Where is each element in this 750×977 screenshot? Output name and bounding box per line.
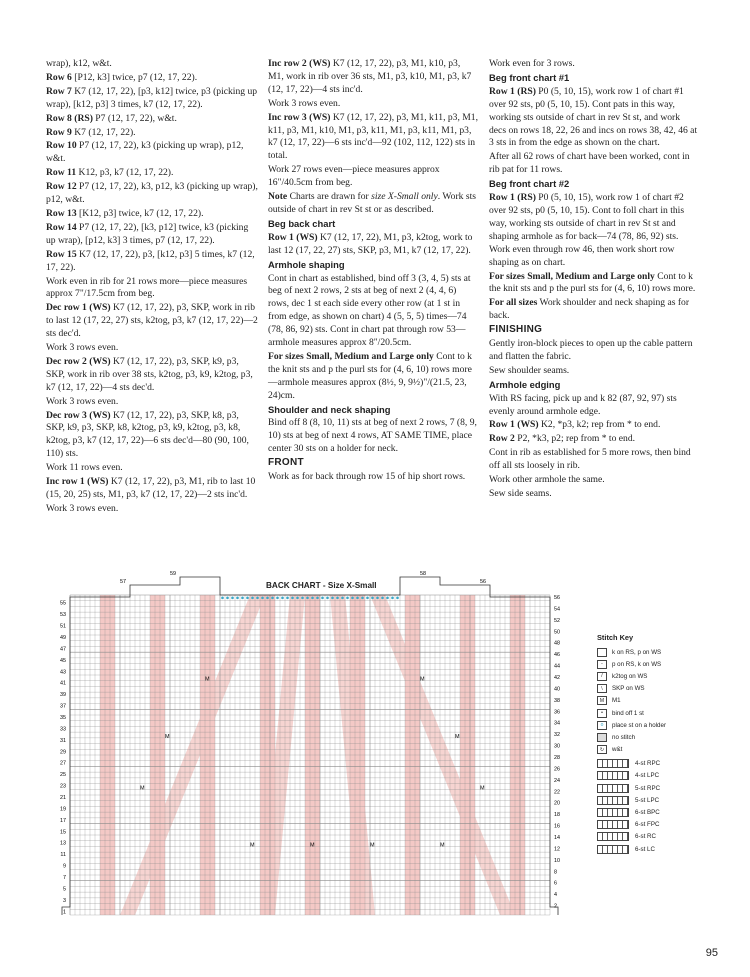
paragraph [489, 433, 699, 446]
cable-key-label: 5-st RPC [635, 784, 661, 792]
stitch-key-item [597, 695, 707, 707]
row-number-label: 7 [63, 875, 66, 881]
paragraph [46, 302, 258, 341]
paragraph-text: Charts are drawn for [287, 191, 372, 203]
chart-title: BACK CHART - Size X-Small [266, 581, 377, 590]
holder-dot [321, 597, 324, 600]
m1-marker: M [480, 785, 485, 792]
paragraph-text: Work 3 rows even. [46, 342, 119, 354]
row-number-label: 54 [554, 606, 560, 613]
column-2 [268, 58, 478, 485]
paragraph [268, 273, 478, 350]
cable-key-item [597, 758, 707, 770]
paragraph-text: Work shoulder and neck shaping as for back. [489, 297, 690, 322]
top-row-label: 58 [420, 571, 426, 577]
cable-symbol-icon [597, 771, 629, 780]
row-label: Inc row 2 (WS) [268, 58, 331, 69]
holder-dot [381, 597, 384, 600]
paragraph-text: Work 3 rows even. [46, 502, 119, 514]
row-number-label: 20 [554, 800, 560, 807]
paragraph [46, 276, 258, 302]
row-number-label: 52 [554, 617, 560, 624]
row-number-label: 14 [554, 835, 560, 841]
paragraph-text: Work 11 rows even. [46, 462, 123, 474]
row-label: Row 6 [46, 71, 72, 83]
stitch-key-item [597, 670, 707, 682]
holder-dot [261, 597, 264, 600]
section-heading: Armhole edging [489, 378, 561, 390]
m1-marker: M [370, 842, 375, 849]
row-number-label: 19 [60, 806, 66, 813]
holder-dot [386, 597, 389, 600]
row-number-label: 35 [60, 715, 66, 721]
paragraph-text: P7 (12, 17, 22), [k3, p12] twice, k3 (picking up wrap), [p12, k3] 3 times, p7 (12, 17, 22). [46, 221, 249, 246]
row-number-label: 29 [60, 749, 66, 756]
cable-symbol-icon [597, 832, 629, 841]
row-number-label: 18 [554, 812, 560, 819]
paragraph [46, 127, 258, 140]
row-number-label: 24 [554, 777, 560, 784]
stitch-key-label: place st on a holder [612, 721, 667, 729]
cable-symbol-icon [597, 759, 629, 768]
paragraph-text: K2, *p3, k2; rep from * to end. [538, 419, 661, 431]
row-label: Row 14 [46, 221, 77, 233]
row-number-label: 5 [63, 886, 66, 893]
row-label: Dec row 1 (WS) [46, 302, 111, 314]
stitch-key-item [597, 658, 707, 670]
row-label: Row 8 (RS) [46, 112, 93, 124]
row-number-label: 47 [60, 646, 66, 653]
cable-key-item [597, 819, 707, 831]
holder-dot [286, 597, 289, 600]
row-label: Row 7 [46, 85, 72, 97]
paragraph-text: K12, p3, k7 (12, 17, 22). [76, 167, 174, 179]
section-heading: Beg back chart [268, 217, 336, 229]
holder-dot [296, 597, 299, 600]
paragraph [46, 462, 258, 475]
m1-marker: M [140, 785, 145, 792]
paragraph-text: Work even for 3 rows. [489, 58, 575, 69]
paragraph [46, 208, 258, 221]
paragraph [489, 151, 699, 177]
top-row-label: 56 [480, 579, 486, 585]
stitch-symbol-icon: • [597, 709, 607, 718]
row-label: Row 1 (RS) [489, 85, 536, 97]
row-label: Dec row 3 (WS) [46, 409, 111, 421]
paragraph [46, 181, 258, 207]
paragraph-text: Work 3 rows even. [46, 395, 119, 407]
row-number-label: 45 [60, 657, 66, 664]
row-label: Row 1 (WS) [268, 231, 318, 243]
paragraph [489, 58, 699, 71]
paragraph-text: Bind off 8 (8, 10, 11) sts at beg of next 2 rows, 7 (8, 9, 10) sts at beg of next 4 rows, AT SAME TIME, place center 30 sts on a holder for neck. [268, 417, 477, 455]
paragraph [489, 474, 699, 487]
row-label: Row 10 [46, 140, 77, 152]
paragraph-text: After all 62 rows of chart have been worked, cont in rib pat for 11 rows. [489, 151, 690, 176]
row-label: Row 13 [46, 207, 77, 219]
cable-key-item [597, 770, 707, 782]
paragraph [46, 72, 258, 85]
row-number-label: 9 [63, 863, 66, 870]
paragraph-text: Gently iron-block pieces to open up the cable pattern and flatten the fabric. [489, 338, 693, 362]
cable-key-item [597, 806, 707, 818]
stitch-symbol-icon: M [597, 696, 607, 705]
cable-key-label: 4-st LPC [635, 772, 660, 780]
row-label: For all sizes [489, 297, 538, 309]
paragraph-text: Work as for back through row 15 of hip short rows. [268, 471, 466, 483]
stitch-key-item [597, 683, 707, 695]
paragraph [268, 112, 478, 164]
row-number-label: 15 [60, 829, 66, 836]
stitch-symbol-icon [597, 648, 607, 657]
paragraph-text: Cont in rib as established for 5 more rows, then bind off all sts loosely in rib. [489, 447, 691, 472]
row-number-label: 6 [554, 880, 557, 887]
top-row-label: 57 [120, 579, 126, 585]
holder-dot [291, 597, 294, 600]
paragraph-text: Cont to k the knit sts and p the purl sts for (4, 6, 10) rows more—armhole measures approx (8½, 9, 9½)"/(21.5, 23, 24)cm. [268, 350, 472, 401]
paragraph [268, 351, 478, 403]
row-label: Inc row 1 (WS) [46, 476, 109, 488]
stitch-key [597, 633, 707, 855]
row-number-label: 28 [554, 755, 560, 761]
cable-key-label: 6-st LC [635, 845, 655, 853]
holder-dot [346, 597, 349, 600]
paragraph [268, 191, 478, 217]
paragraph-text: K7 (12, 17, 22), p3, SKP, work in rib to last 12 (17, 22, 27) sts, k2tog, p3, k7 (12, 17, 22)—2 sts dec'd. [46, 302, 258, 340]
paragraph-text: K7 (12, 17, 22), p3, M1, k10, p3, M1, work in rib over 36 sts, M1, p3, k10, M1, p3, k7 (12, 17, 22)—4 sts inc'd. [268, 58, 472, 95]
row-number-label: 26 [554, 766, 560, 773]
cable-symbol-icon [597, 820, 629, 829]
row-number-label: 32 [554, 732, 560, 739]
m1-marker: M [250, 842, 255, 849]
holder-dot [341, 597, 344, 600]
m1-marker: M [310, 842, 315, 849]
paragraph [268, 232, 478, 258]
paragraph [46, 58, 258, 71]
paragraph [268, 58, 478, 97]
row-number-label: 3 [63, 897, 66, 904]
paragraph [489, 86, 699, 151]
holder-dot [266, 597, 269, 600]
row-label: Note [268, 191, 288, 203]
m1-marker: M [420, 676, 425, 683]
row-number-label: 16 [554, 823, 560, 830]
holder-dot [371, 597, 374, 600]
page-number: 95 [705, 947, 718, 959]
cable-key-label: 5-st LPC [635, 796, 660, 804]
paragraph [489, 447, 699, 473]
holder-dot [256, 597, 259, 600]
stitch-symbol-icon: \ [597, 684, 607, 693]
column-3 [489, 58, 699, 502]
paragraph [46, 222, 258, 248]
stitch-key-label: SKP on WS [612, 685, 645, 693]
section-heading: Armhole shaping [268, 258, 345, 270]
paragraph-text: Work 27 rows even—piece measures approx 16"/40.5cm from beg. [268, 164, 440, 189]
holder-dot [391, 597, 394, 600]
row-label: For sizes Small, Medium and Large only [268, 350, 434, 362]
holder-dot [271, 597, 274, 600]
row-number-label: 17 [60, 817, 66, 824]
holder-dot [276, 597, 279, 600]
holder-dot [336, 597, 339, 600]
paragraph-text: Sew shoulder seams. [489, 364, 570, 376]
row-number-label: 8 [554, 869, 557, 876]
paragraph [489, 192, 699, 269]
paragraph-text: Sew side seams. [489, 488, 552, 499]
row-number-label: 1 [63, 909, 66, 916]
row-label: Row 1 (RS) [489, 192, 536, 204]
paragraph-text: K7 (12, 17, 22), M1, p3, k2tog, work to last 12 (17, 22, 27) sts, SKP, p3, M1, k7 (12, 17, 22). [268, 231, 473, 256]
cable-key-label: 6-st FPC [635, 821, 660, 829]
row-number-label: 4 [554, 892, 557, 899]
paragraph-text: P7 (12, 17, 22), k3 (picking up wrap), p12, w&t. [46, 140, 244, 165]
m1-marker: M [440, 842, 445, 849]
paragraph-text: P2, *k3, p2; rep from * to end. [514, 433, 636, 445]
row-label: Row 12 [46, 181, 77, 193]
row-number-label: 55 [60, 600, 66, 607]
stitch-key-item [597, 731, 707, 743]
cable-symbol-icon [597, 784, 629, 793]
cable-key-item [597, 794, 707, 806]
holder-dot [221, 597, 224, 600]
cable-symbol-icon [597, 796, 629, 805]
paragraph [489, 488, 699, 501]
row-number-label: 49 [60, 635, 66, 641]
paragraph [46, 249, 258, 275]
row-number-label: 22 [554, 789, 560, 796]
holder-dot [356, 597, 359, 600]
holder-dot [316, 597, 319, 600]
row-label: Dec row 2 (WS) [46, 355, 111, 367]
row-number-label: 23 [60, 783, 66, 790]
paragraph [46, 167, 258, 180]
holder-dot [226, 597, 229, 600]
row-number-label: 46 [554, 652, 560, 659]
row-number-label: 12 [554, 846, 560, 853]
stitch-symbol-icon: o [597, 721, 607, 730]
row-number-label: 11 [60, 852, 66, 859]
paragraph [46, 410, 258, 462]
holder-dot [396, 597, 399, 600]
paragraph-text: Work even in rib for 21 rows more—piece measures approx 7"/17.5cm from beg. [46, 275, 248, 300]
column-1 [46, 58, 258, 517]
stitch-key-label: bind off 1 st [612, 709, 644, 717]
row-number-label: 36 [554, 709, 560, 716]
paragraph-text: P0 (5, 10, 15), work row 1 of chart #2 over 92 sts, p0 (5, 10, 15). Cont to foll chart in this way, working sts outside of chart in rev St st and shaping armhole as for back—74 (78, 86, 92) sts. Work even through row 46, then work short row shaping as on chart. [489, 192, 685, 268]
paragraph [46, 140, 258, 166]
section-heading: FRONT [268, 457, 304, 469]
stitch-key-label: no stitch [612, 733, 636, 741]
holder-dot [251, 597, 254, 600]
cable-key-item [597, 782, 707, 794]
row-number-label: 48 [554, 640, 560, 647]
row-number-label: 53 [60, 612, 66, 619]
row-number-label: 56 [554, 595, 560, 601]
section-heading: Beg front chart #2 [489, 178, 570, 190]
holder-dot [246, 597, 249, 600]
paragraph [489, 271, 699, 297]
paragraph [46, 396, 258, 409]
paragraph [46, 342, 258, 355]
paragraph-text: K7 (12, 17, 22), p3, [k12, p3] 5 times, k7 (12, 17, 22). [46, 248, 255, 273]
stitch-key-title: Stitch Key [597, 633, 634, 642]
cable-key-label: 6-st BPC [635, 809, 660, 817]
paragraph-text: K7 (12, 17, 22), p3, M1, k11, p3, M1, k11, p3, M1, k10, M1, p3, k11, M1, p3, k11, M1, p3, k7 (12, 17, 22)—6 sts inc'd—92 (102, 112, 122) sts in total. [268, 111, 478, 162]
row-number-label: 25 [60, 772, 66, 779]
row-number-label: 37 [60, 703, 66, 710]
stitch-symbol-icon: - [597, 660, 607, 669]
row-label: Row 11 [46, 167, 77, 179]
paragraph-text: wrap), k12, w&t. [46, 58, 112, 69]
holder-dot [306, 597, 309, 600]
m1-marker: M [165, 733, 170, 740]
row-label: Row 1 (WS) [489, 419, 539, 431]
holder-dot [236, 597, 239, 600]
paragraph [46, 356, 258, 395]
stitch-symbol-icon: ↻ [597, 745, 607, 754]
row-number-label: 41 [60, 680, 66, 687]
stitch-symbol-icon [597, 733, 607, 742]
section-heading: Beg front chart #1 [489, 71, 570, 83]
cable-key-label: 6-st RC [635, 833, 656, 841]
paragraph-text: [P12, k3] twice, p7 (12, 17, 22). [71, 71, 198, 83]
row-number-label: 30 [554, 743, 560, 750]
paragraph-text: K7 (12, 17, 22), p3, SKP, k8, p3, SKP, k9, p3, SKP, k8, k2tog, p3, k9, k2tog, p3, k8, k2tog, p3, k7 (12, 17, 22)—6 sts dec'd—80 (90, 100, 110) sts. [46, 409, 249, 460]
row-number-label: 50 [554, 629, 560, 636]
paragraph [489, 338, 699, 364]
stitch-key-item [597, 707, 707, 719]
paragraph [489, 393, 699, 419]
holder-dot [351, 597, 354, 600]
cable-symbol-icon [597, 808, 629, 817]
paragraph [46, 113, 258, 126]
row-number-label: 33 [60, 726, 66, 733]
row-number-label: 34 [554, 720, 560, 727]
paragraph-text: Work other armhole the same. [489, 474, 605, 486]
row-label: For sizes Small, Medium and Large only [489, 270, 655, 282]
row-label: Row 9 [46, 126, 72, 138]
paragraph [268, 417, 478, 456]
holder-dot [231, 597, 234, 600]
row-number-label: 2 [554, 903, 557, 910]
section-heading: FINISHING [489, 324, 543, 336]
cable-key-item [597, 843, 707, 855]
paragraph-text: P0 (5, 10, 15), work row 1 of chart #1 over 92 sts, p0 (5, 10, 15). Cont pats in this way, working sts outside of chart in rev St st, and work decs on rows 18, 22, 26 and incs on rows 38, 42, 46 at 3 sts in from the edge as shown on the chart. [489, 85, 698, 149]
stitch-key-label: p on RS, k on WS [612, 660, 662, 668]
stitch-key-label: w&t [612, 746, 623, 754]
paragraph [46, 476, 258, 502]
paragraph [268, 471, 478, 484]
paragraph [489, 297, 699, 323]
row-number-label: 43 [60, 669, 66, 676]
m1-marker: M [455, 733, 460, 740]
paragraph [46, 503, 258, 516]
row-number-label: 40 [554, 686, 560, 693]
paragraph-text: K7 (12, 17, 22), p3, M1, rib to last 10 (15, 20, 25) sts, M1, p3, k7 (12, 17, 22)—2 sts inc'd. [46, 476, 256, 500]
paragraph [489, 365, 699, 378]
section-heading: Shoulder and neck shaping [268, 403, 391, 415]
holder-dot [326, 597, 329, 600]
cable-symbol-icon [597, 845, 629, 854]
row-number-label: 51 [60, 623, 66, 630]
paragraph-text: Cont in chart as established, bind off 3 (3, 4, 5) sts at beg of next 2 rows, 2 sts at beg of next 2 (4, 4, 6) rows, dec 1 st each side every other row (at 1 st in from edge, as shown on chart) 4 (5, 5, 5) times—74 (78, 86, 92) sts. Cont in chart pat through row 53—armhole measures approx 8"/20.5cm. [268, 272, 471, 349]
holder-dot [281, 597, 284, 600]
row-number-label: 44 [554, 663, 560, 670]
italic-text: size X-Small only [371, 191, 438, 203]
stitch-key-label: M1 [612, 697, 621, 705]
paragraph-text: K7 (12, 17, 22), [p3, k12] twice, p3 (picking up wrap), [k12, p3] 3 times, k7 (12, 17, 22). [46, 85, 258, 110]
row-number-label: 21 [60, 795, 66, 801]
paragraph-text: P7 (12, 17, 22), k3, p12, k3 (picking up wrap), p12, w&t. [46, 181, 258, 206]
paragraph [268, 98, 478, 111]
holder-dot [311, 597, 314, 600]
paragraph-text: . Work sts outside of chart in rev St st or as described. [268, 191, 476, 215]
row-number-label: 31 [60, 737, 66, 744]
paragraph-text: Work 3 rows even. [268, 97, 341, 109]
cable-key-item [597, 831, 707, 843]
row-number-label: 39 [60, 692, 66, 699]
stitch-key-label: k2tog on WS [612, 672, 648, 680]
holder-dot [241, 597, 244, 600]
row-number-label: 10 [554, 857, 560, 864]
row-label: Inc row 3 (WS) [268, 111, 331, 123]
paragraph-text: P7 (12, 17, 22), w&t. [92, 112, 177, 124]
paragraph-text: K7 (12, 17, 22), p3, SKP, k9, p3, SKP, work in rib over 38 sts, k2tog, p3, k9, k2tog, p3, k7 (12, 17, 22)—4 sts dec'd. [46, 355, 253, 393]
paragraph [46, 86, 258, 112]
row-number-label: 38 [554, 697, 560, 704]
holder-dot [376, 597, 379, 600]
stitch-key-label: k on RS, p on WS [612, 648, 662, 656]
row-number-label: 27 [60, 760, 66, 767]
stitch-key-item [597, 744, 707, 756]
stitch-key-item [597, 719, 707, 731]
holder-dot [301, 597, 304, 600]
row-number-label: 42 [554, 675, 560, 681]
holder-dot [361, 597, 364, 600]
row-label: Row 15 [46, 248, 77, 260]
m1-marker: M [205, 676, 210, 683]
top-row-label: 59 [170, 571, 176, 577]
stitch-symbol-icon: / [597, 672, 607, 681]
paragraph-text: With RS facing, pick up and k 82 (87, 92, 97) sts evenly around armhole edge. [489, 392, 677, 417]
paragraph-text: [K12, p3] twice, k7 (12, 17, 22). [76, 207, 204, 219]
holder-dot [331, 597, 334, 600]
cable-key-label: 4-st RPC [635, 760, 661, 768]
paragraph-text: Cont to k the knit sts and p the purl sts for (4, 6, 10) rows more. [489, 270, 696, 295]
row-number-label: 13 [60, 840, 66, 847]
paragraph [268, 164, 478, 190]
paragraph-text: K7 (12, 17, 22). [71, 126, 136, 138]
row-label: Row 2 [489, 433, 515, 445]
holder-dot [366, 597, 369, 600]
stitch-key-item [597, 646, 707, 658]
paragraph [489, 419, 699, 432]
